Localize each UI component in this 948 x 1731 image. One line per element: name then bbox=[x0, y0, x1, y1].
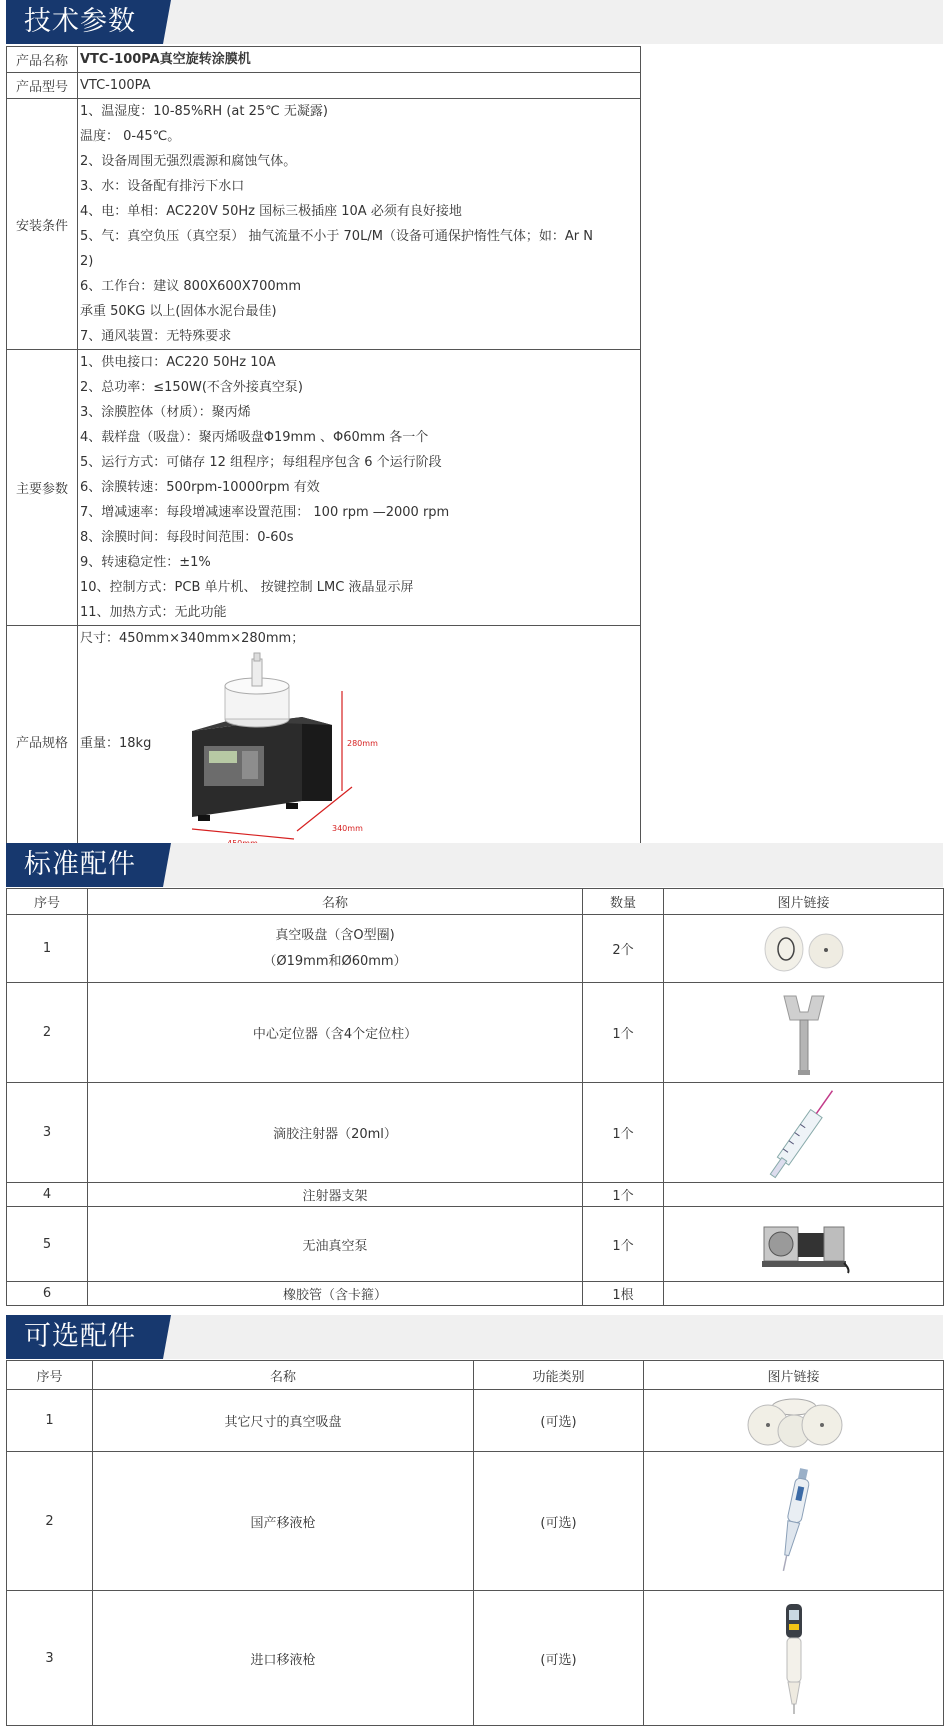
spec-row-size bbox=[7, 626, 641, 858]
row-no: 1 bbox=[7, 1390, 93, 1452]
row-name: 国产移液枪 bbox=[93, 1452, 474, 1591]
spin-coater-image bbox=[182, 651, 432, 841]
width-dimension-line bbox=[192, 829, 294, 839]
spec-label-size: 产品规格 bbox=[7, 626, 78, 858]
table-row bbox=[7, 983, 944, 1083]
header-type: 功能类别 bbox=[474, 1361, 644, 1390]
row-image bbox=[664, 1282, 944, 1306]
row-type: (可选) bbox=[474, 1452, 644, 1591]
table-row bbox=[7, 915, 944, 983]
spec-row-install bbox=[7, 99, 641, 350]
table-row bbox=[7, 1207, 944, 1282]
row-image[interactable] bbox=[664, 915, 944, 983]
row-image[interactable] bbox=[664, 1083, 944, 1183]
row-name: 注射器支架 bbox=[88, 1183, 583, 1207]
spec-product-name: VTC-100PA真空旋转涂膜机 bbox=[80, 52, 251, 67]
optional-section-title: 可选配件 bbox=[6, 1315, 163, 1359]
optional-section-header bbox=[6, 1315, 943, 1359]
install-line: 3、水：设备配有排污下水口 bbox=[80, 179, 245, 194]
header-name: 名称 bbox=[88, 889, 583, 915]
row-no: 2 bbox=[7, 1452, 93, 1591]
main-line: 10、控制方式：PCB 单片机、 按键控制 LMC 液晶显示屏 bbox=[80, 580, 414, 595]
row-image[interactable] bbox=[664, 983, 944, 1083]
vacuum-pump-image bbox=[756, 1213, 852, 1275]
center-locator-image bbox=[774, 990, 834, 1076]
header-qty: 数量 bbox=[583, 889, 664, 915]
install-line: 6、工作台：建议 800X600X700mm bbox=[80, 279, 301, 294]
row-image[interactable] bbox=[644, 1452, 944, 1591]
row-no: 3 bbox=[7, 1083, 88, 1183]
row-name: 无油真空泵 bbox=[88, 1207, 583, 1282]
row-qty: 1个 bbox=[583, 983, 664, 1083]
row-name: 橡胶管（含卡箍） bbox=[88, 1282, 583, 1306]
standard-section-header bbox=[6, 843, 943, 887]
lcd-screen bbox=[209, 751, 237, 763]
main-line: 6、涂膜转速：500rpm-10000rpm 有效 bbox=[80, 480, 320, 495]
header-name: 名称 bbox=[93, 1361, 474, 1390]
spec-row-model bbox=[7, 73, 641, 99]
main-line: 4、载样盘（吸盘）：聚丙烯吸盘Φ19mm 、Φ60mm 各一个 bbox=[80, 430, 429, 445]
row-image[interactable] bbox=[644, 1390, 944, 1452]
table-row bbox=[7, 1591, 944, 1726]
spec-model: VTC-100PA bbox=[80, 78, 151, 93]
row-type: (可选) bbox=[474, 1591, 644, 1726]
row-image[interactable] bbox=[644, 1591, 944, 1726]
row-no: 4 bbox=[7, 1183, 88, 1207]
install-line: 2) bbox=[80, 254, 94, 269]
pipette-image bbox=[769, 1466, 819, 1576]
dispense-port bbox=[252, 659, 262, 686]
row-name: 其它尺寸的真空吸盘 bbox=[93, 1390, 474, 1452]
spec-row-main bbox=[7, 350, 641, 626]
tech-section-header bbox=[6, 0, 943, 44]
header-no: 序号 bbox=[7, 1361, 93, 1390]
row-no: 3 bbox=[7, 1591, 93, 1726]
spec-label-model: 产品型号 bbox=[7, 73, 78, 99]
install-line: 承重 50KG 以上(固体水泥台最佳) bbox=[80, 304, 277, 319]
row-name: 真空吸盘（含O型圈) bbox=[275, 927, 395, 943]
install-line: 2、设备周围无强烈震源和腐蚀气体。 bbox=[80, 154, 297, 169]
main-line: 2、总功率：≤150W(不含外接真空泵) bbox=[80, 380, 303, 395]
row-qty: 1个 bbox=[583, 1083, 664, 1183]
main-line: 3、涂膜腔体（材质）：聚丙烯 bbox=[80, 405, 251, 420]
row-image[interactable] bbox=[664, 1207, 944, 1282]
table-row bbox=[7, 1083, 944, 1183]
spec-label-name: 产品名称 bbox=[7, 47, 78, 73]
spec-label-main: 主要参数 bbox=[7, 350, 78, 626]
table-header-row bbox=[7, 889, 944, 915]
header-no: 序号 bbox=[7, 889, 88, 915]
row-no: 1 bbox=[7, 915, 88, 983]
main-line: 11、加热方式：无此功能 bbox=[80, 605, 227, 620]
row-name: 中心定位器（含4个定位柱） bbox=[88, 983, 583, 1083]
spec-table bbox=[6, 46, 641, 858]
install-line: 1、温湿度：10-85%RH (at 25℃ 无凝露) bbox=[80, 104, 328, 119]
install-line: 温度： 0-45℃。 bbox=[80, 129, 181, 144]
vacuum-chuck-image bbox=[754, 924, 854, 974]
main-line: 5、运行方式：可储存 12 组程序；每组程序包含 6 个运行阶段 bbox=[80, 455, 442, 470]
header-image: 图片链接 bbox=[664, 889, 944, 915]
header-image: 图片链接 bbox=[644, 1361, 944, 1390]
main-line: 1、供电接口：AC220 50Hz 10A bbox=[80, 355, 276, 370]
row-qty: 1个 bbox=[583, 1207, 664, 1282]
spec-dimensions: 尺寸：450mm×340mm×280mm； bbox=[80, 631, 305, 646]
height-label: 280mm bbox=[347, 739, 378, 748]
optional-accessories-table bbox=[6, 1360, 944, 1726]
table-row bbox=[7, 1183, 944, 1207]
standard-accessories-table bbox=[6, 888, 944, 1306]
tech-section-title: 技术参数 bbox=[6, 0, 163, 44]
row-qty: 2个 bbox=[583, 915, 664, 983]
syringe-image bbox=[759, 1085, 849, 1181]
pipette-imported-image bbox=[774, 1600, 814, 1716]
row-type: (可选) bbox=[474, 1390, 644, 1452]
vacuum-chucks-image bbox=[742, 1393, 846, 1449]
row-name: 进口移液枪 bbox=[93, 1591, 474, 1726]
main-line: 9、转速稳定性：±1% bbox=[80, 555, 211, 570]
row-no: 5 bbox=[7, 1207, 88, 1282]
table-row bbox=[7, 1390, 944, 1452]
table-header-row bbox=[7, 1361, 944, 1390]
install-line: 4、电：单相：AC220V 50Hz 国标三极插座 10A 必须有良好接地 bbox=[80, 204, 462, 219]
row-image bbox=[664, 1183, 944, 1207]
spec-weight: 重量：18kg bbox=[80, 736, 152, 751]
row-no: 6 bbox=[7, 1282, 88, 1306]
spec-label-install: 安装条件 bbox=[7, 99, 78, 350]
table-row bbox=[7, 1282, 944, 1306]
row-name: 滴胶注射器（20ml） bbox=[88, 1083, 583, 1183]
depth-label: 340mm bbox=[332, 824, 363, 833]
spec-row-name bbox=[7, 47, 641, 73]
standard-section-title: 标准配件 bbox=[6, 843, 163, 887]
row-qty: 1个 bbox=[583, 1183, 664, 1207]
main-line: 7、增减速率：每段增减速率设置范围： 100 rpm —2000 rpm bbox=[80, 505, 450, 520]
table-row bbox=[7, 1452, 944, 1591]
row-qty: 1根 bbox=[583, 1282, 664, 1306]
row-no: 2 bbox=[7, 983, 88, 1083]
row-name-sub: （Ø19mm和Ø60mm） bbox=[263, 953, 407, 969]
install-line: 5、气：真空负压（真空泵） 抽气流量不小于 70L/M（设备可通保护惰性气体；如：Ar N bbox=[80, 229, 594, 244]
main-line: 8、涂膜时间：每段时间范围：0-60s bbox=[80, 530, 294, 545]
install-line: 7、通风装置：无特殊要求 bbox=[80, 329, 232, 344]
